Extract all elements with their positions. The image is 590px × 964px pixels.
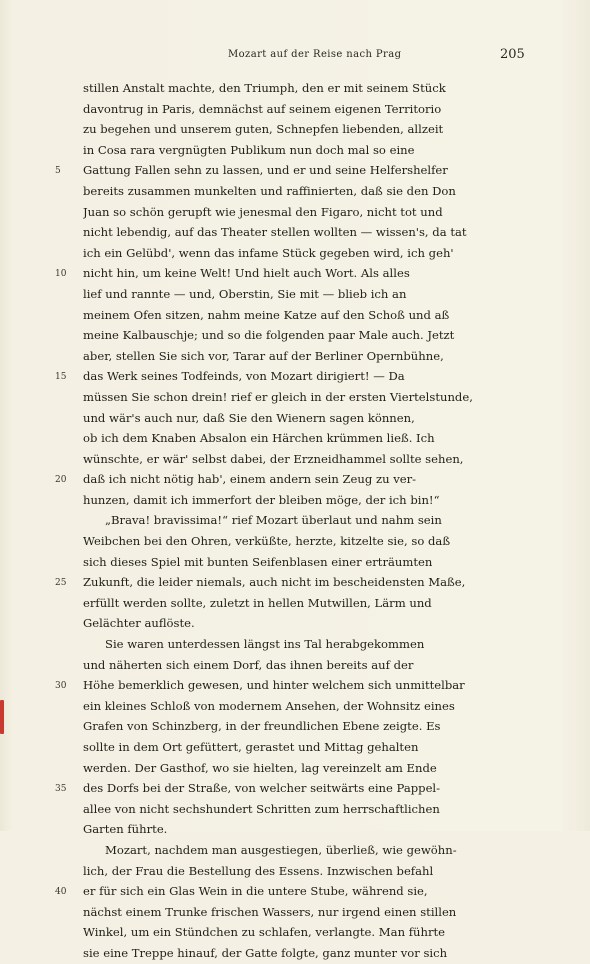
line-number: 30 bbox=[55, 681, 67, 691]
text-line: nicht hin, um keine Welt! Und hielt auch Wort. Als alles bbox=[83, 266, 410, 281]
text-line: ich ein Gelübd', wenn das infame Stück gegeben wird, ich geh' bbox=[83, 245, 454, 260]
text-line: müssen Sie schon drein! rief er gleich in der ersten Viertelstunde, bbox=[83, 389, 473, 404]
text-line: Weibchen bei den Ohren, verküßte, herzte, kitzelte sie, so daß bbox=[83, 534, 451, 549]
text-line: meine Kalbauschje; und so die folgenden paar Male auch. Jetzt bbox=[83, 328, 455, 343]
text-line: aber, stellen Sie sich vor, Tarar auf der Berliner Opernbühne, bbox=[83, 348, 444, 363]
text-line: Gattung Fallen sehn zu lassen, und er und seine Helfershelfer bbox=[83, 163, 448, 178]
text-line: ob ich dem Knaben Absalon ein Härchen krümmen ließ. Ich bbox=[83, 431, 435, 446]
text-line: nicht lebendig, auf das Theater stellen wollten — wissen's, da tat bbox=[83, 225, 467, 240]
text-line: stillen Anstalt machte, den Triumph, den er mit seinem Stück bbox=[83, 81, 446, 95]
text-line: „Brava! bravissima!“ rief Mozart überlaut und nahm sein bbox=[105, 513, 442, 528]
line-number: 5 bbox=[55, 166, 61, 176]
line-number: 10 bbox=[55, 269, 67, 279]
text-line: erfüllt werden sollte, zuletzt in hellen Mutwillen, Lärm und bbox=[83, 595, 432, 610]
text-line: Mozart, nachdem man ausgestiegen, überließ, wie gewöhn- bbox=[105, 842, 457, 857]
line-number: 20 bbox=[55, 475, 67, 485]
text-line: Sie waren unterdessen längst ins Tal herabgekommen bbox=[105, 637, 425, 652]
text-line: sich dieses Spiel mit bunten Seifenblasen einer erträumten bbox=[83, 554, 433, 569]
text-line: allee von nicht sechshundert Schritten zum herrschaftlichen bbox=[83, 801, 440, 816]
text-line: bereits zusammen munkelten und raffinierten, daß sie den Don bbox=[83, 183, 456, 198]
text-line: nächst einem Trunke frischen Wassers, nur irgend einen stillen bbox=[83, 904, 457, 919]
text-line: daß ich nicht nötig hab', einem andern sein Zeug zu ver- bbox=[83, 472, 417, 487]
text-line: sollte in dem Ort gefüttert, gerastet und Mittag gehalten bbox=[83, 740, 419, 754]
text-line: lich, der Frau die Bestellung des Essens. Inzwischen befahl bbox=[83, 863, 434, 878]
text-line: in Cosa rara vergnügten Publikum nun doch mal so eine bbox=[83, 142, 415, 157]
text-line: Grafen von Schinzberg, in der freundlichen Ebene zeigte. Es bbox=[83, 719, 441, 734]
page-number: 205 bbox=[500, 47, 525, 62]
text-line: lief und rannte — und, Oberstin, Sie mit — blieb ich an bbox=[83, 286, 407, 301]
text-line: Juan so schön gerupft wie jenesmal den Figaro, nicht tot und bbox=[83, 204, 443, 219]
text-line: er für sich ein Glas Wein in die untere Stube, während sie, bbox=[83, 884, 428, 899]
text-line: Höhe bemerklich gewesen, und hinter welchem sich unmittelbar bbox=[83, 678, 465, 693]
text-line: sie eine Treppe hinauf, der Gatte folgte, ganz munter vor sich bbox=[83, 945, 448, 960]
text-line: zu begehen und unserem guten, Schnepfen liebenden, allzeit bbox=[83, 122, 444, 137]
text-line: ein kleines Schloß von modernem Ansehen, der Wohnsitz eines bbox=[83, 698, 455, 713]
text-line: wünschte, er wär' selbst dabei, der Erzneidhammel sollte sehen, bbox=[83, 451, 464, 466]
text-line: werden. Der Gasthof, wo sie hielten, lag vereinzelt am Ende bbox=[83, 760, 437, 775]
line-number: 15 bbox=[55, 372, 67, 382]
text-line: und wär's auch nur, daß Sie den Wienern sagen können, bbox=[83, 410, 415, 425]
line-number: 25 bbox=[55, 578, 67, 588]
text-line: meinem Ofen sitzen, nahm meine Katze auf den Schoß und aß bbox=[83, 307, 450, 322]
text-line: des Dorfs bei der Straße, von welcher seitwärts eine Pappel- bbox=[83, 781, 441, 796]
text-line: Garten führte. bbox=[83, 822, 168, 837]
text-line: das Werk seines Todfeinds, von Mozart dirigiert! — Da bbox=[83, 369, 405, 384]
text-line: Gelächter auflöste. bbox=[83, 616, 195, 631]
binding-mark bbox=[0, 700, 4, 734]
text-line: Zukunft, die leider niemals, auch nicht im bescheidensten Maße, bbox=[83, 575, 466, 590]
line-number: 40 bbox=[55, 887, 67, 897]
text-line: Winkel, um ein Stündchen zu schlafen, verlangte. Man führte bbox=[83, 925, 446, 940]
running-title: Mozart auf der Reise nach Prag bbox=[228, 49, 402, 60]
text-line: hunzen, damit ich immerfort der bleiben möge, der ich bin!“ bbox=[83, 492, 440, 507]
text-line: davontrug in Paris, demnächst auf seinem eigenen Territorio bbox=[83, 101, 442, 116]
text-line: und näherten sich einem Dorf, das ihnen bereits auf der bbox=[83, 657, 414, 672]
line-number: 35 bbox=[55, 784, 67, 794]
